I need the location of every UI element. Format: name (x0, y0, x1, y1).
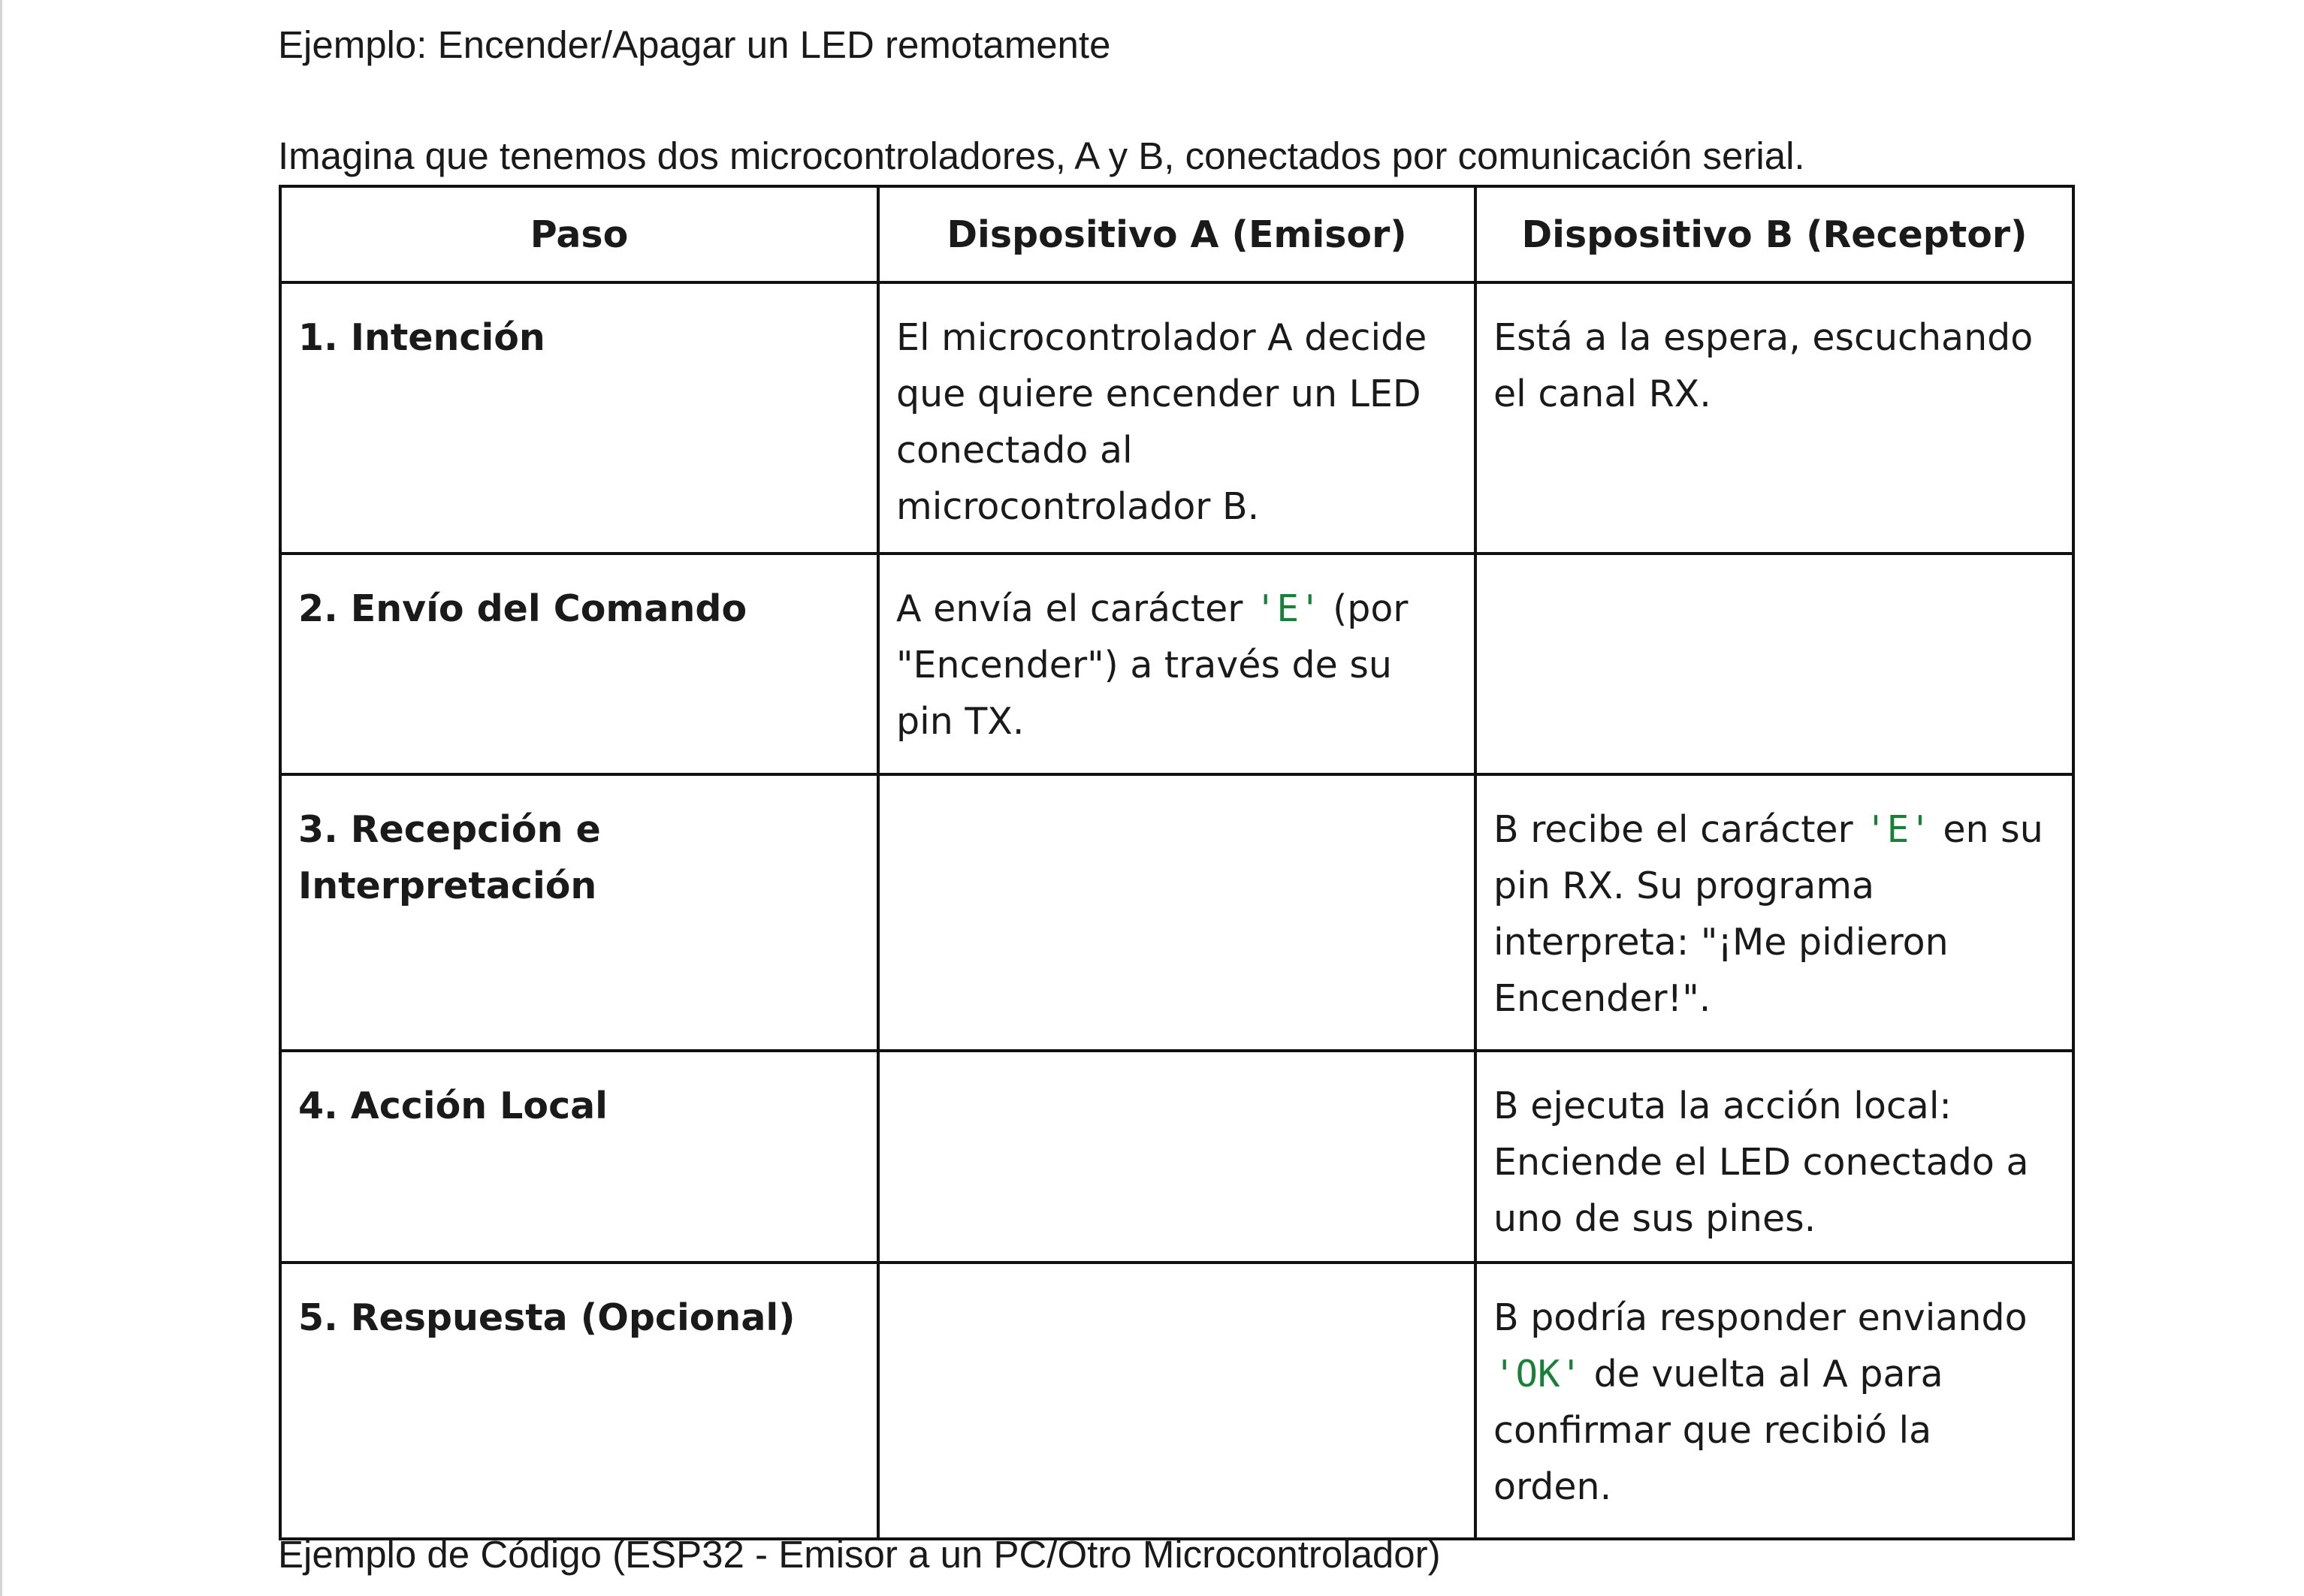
page-left-edge (0, 0, 2, 1596)
cell-text: de vuelta al A para confirmar que recibió la orden. (1493, 1353, 1943, 1508)
step-line: Interpretación (298, 864, 597, 907)
code-char: 'OK' (1493, 1353, 1583, 1395)
table-header-row (280, 186, 2073, 282)
table-row (280, 774, 2073, 1051)
table-row (280, 554, 2073, 774)
device-b-cell: Está a la espera, escuchando el canal RX. (1475, 282, 2073, 554)
document-title: Ejemplo: Encender/Apagar un LED remotamente (278, 23, 1111, 66)
code-char: 'E' (1255, 587, 1321, 630)
steps-table (279, 185, 2075, 1540)
step-cell: 4. Acción Local (280, 1051, 878, 1263)
header-dispositivo-a: Dispositivo A (Emisor) (878, 186, 1475, 282)
intro-paragraph: Imagina que tenemos dos microcontroladores, A y B, conectados por comunicación serial. (278, 134, 1805, 177)
device-a-cell (878, 1263, 1475, 1539)
header-paso: Paso (280, 186, 878, 282)
table-row (280, 1051, 2073, 1263)
cell-text: B recibe el carácter (1493, 808, 1865, 851)
step-cell: 5. Respuesta (Opcional) (280, 1263, 878, 1539)
device-b-cell (1475, 554, 2073, 774)
device-b-cell: B ejecuta la acción local: Enciende el LED conectado a uno de sus pines. (1475, 1051, 2073, 1263)
cell-text: A envía el carácter (896, 587, 1255, 630)
step-cell: 1. Intención (280, 282, 878, 554)
step-cell (280, 774, 878, 1051)
header-dispositivo-b: Dispositivo B (Receptor) (1475, 186, 2073, 282)
table-row (280, 1263, 2073, 1539)
device-a-cell (878, 554, 1475, 774)
code-char: 'E' (1865, 808, 1931, 851)
device-a-cell (878, 774, 1475, 1051)
device-a-cell: El microcontrolador A decide que quiere encender un LED conectado al microcontrolador B. (878, 282, 1475, 554)
cell-text: B podría responder enviando (1493, 1296, 2028, 1339)
step-cell: 2. Envío del Comando (280, 554, 878, 774)
device-b-cell (1475, 774, 2073, 1051)
code-example-heading: Ejemplo de Código (ESP32 - Emisor a un PC/Otro Microcontrolador) (278, 1533, 1441, 1576)
cell-text: en su pin RX. Su programa interpreta: "¡Me pidieron Encender!". (1493, 808, 2043, 1020)
device-b-cell (1475, 1263, 2073, 1539)
table-row (280, 282, 2073, 554)
cell-text: (por "Encender") a través de su pin TX. (896, 587, 1409, 743)
step-line: 3. Recepción e (298, 808, 601, 851)
device-a-cell (878, 1051, 1475, 1263)
